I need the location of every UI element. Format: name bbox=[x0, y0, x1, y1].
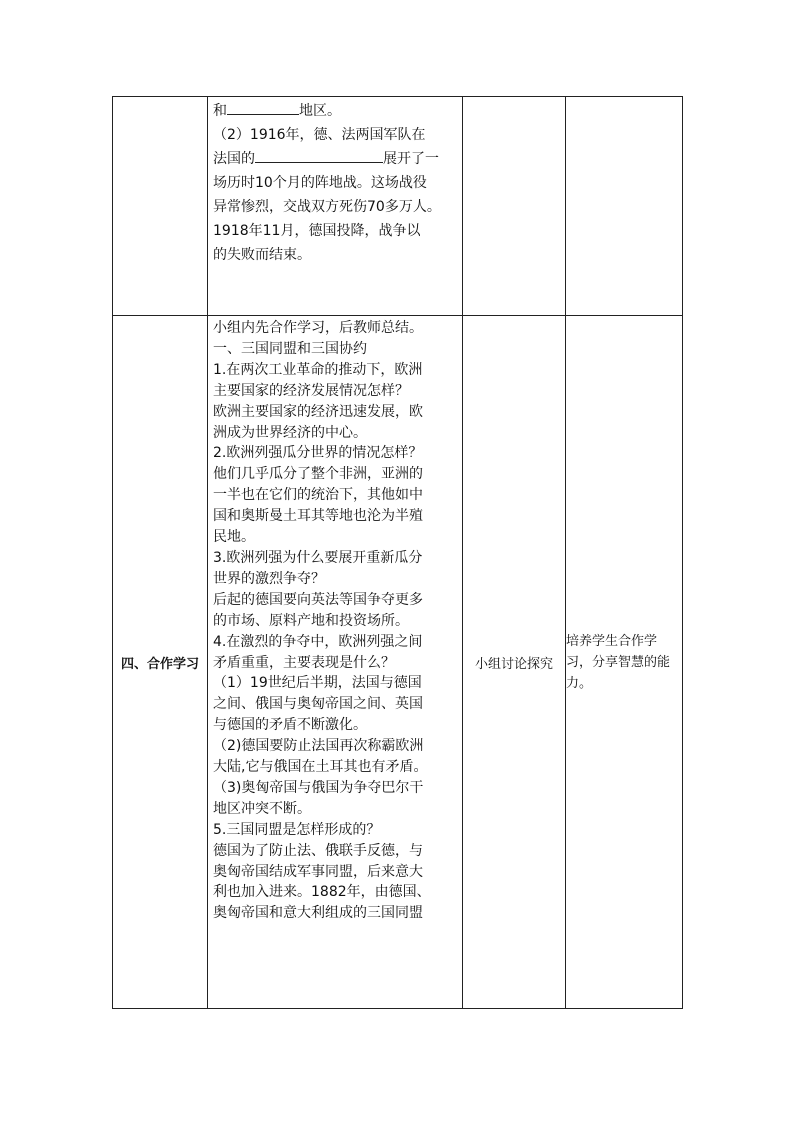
stage-cell-empty bbox=[113, 97, 208, 316]
content-line: 世界的激烈争夺？ bbox=[213, 570, 325, 587]
content-line: 法国的 展开了一 bbox=[213, 147, 458, 171]
content-line: 大陆,它与俄国在土耳其也有矛盾。 bbox=[213, 759, 428, 776]
content-line: （2）1916年，德、法两国军队在 bbox=[213, 127, 426, 143]
content-line: 与德国的矛盾不断激化。 bbox=[213, 717, 367, 734]
content-line: 他们几乎瓜分了整个非洲，亚洲的 bbox=[213, 466, 423, 483]
method-cell-empty bbox=[463, 97, 566, 316]
content-line: 异常惨烈，交战双方死伤70多万人。 bbox=[213, 199, 441, 215]
content-line: 德国为了防止法、俄联手反德，与 bbox=[213, 842, 423, 859]
stage-label: 四、合作学习 bbox=[113, 316, 208, 1009]
content-line: （2)德国要防止法国再次称霸欧洲 bbox=[213, 738, 424, 755]
design-intent: 培养学生合作学习，分享智慧的能力。 bbox=[566, 316, 683, 1009]
content-line: 小组内先合作学习，后教师总结。 bbox=[213, 320, 423, 336]
goal-cell-empty bbox=[566, 97, 683, 316]
content-line: 地区冲突不断。 bbox=[213, 800, 311, 817]
lesson-plan-table bbox=[112, 96, 683, 1009]
content-line: 一、三国同盟和三国协约 bbox=[213, 340, 367, 357]
content-line: 的失败而结束。 bbox=[213, 247, 311, 263]
content-line: 民地。 bbox=[213, 529, 255, 546]
table-row bbox=[113, 97, 683, 316]
content-line: 洲成为世界经济的中心。 bbox=[213, 424, 367, 441]
content-cell bbox=[208, 316, 463, 1009]
teaching-method: 小组讨论探究 bbox=[463, 316, 566, 1009]
content-line: 利也加入进来。1882年，由德国、 bbox=[213, 884, 431, 901]
content-cell bbox=[208, 97, 463, 316]
content-line: 1918年11月，德国投降，战争以 bbox=[213, 223, 421, 239]
content-line: 5.三国同盟是怎样形成的？ bbox=[213, 821, 381, 838]
content-lines bbox=[208, 316, 462, 924]
table-row bbox=[113, 316, 683, 1009]
content-line: 和 地区。 bbox=[213, 99, 458, 123]
content-line: 1.在两次工业革命的推动下，欧洲 bbox=[213, 361, 423, 378]
fill-blank bbox=[255, 148, 383, 163]
content-line: 4.在激烈的争夺中，欧洲列强之间 bbox=[213, 633, 423, 650]
content-line: 欧洲主要国家的经济迅速发展，欧 bbox=[213, 403, 423, 420]
content-line: 奥匈帝国和意大利组成的三国同盟 bbox=[213, 905, 423, 922]
fill-blank bbox=[227, 100, 299, 115]
content-line: 一半也在它们的统治下，其他如中 bbox=[213, 487, 423, 504]
content-line: （1）19世纪后半期，法国与德国 bbox=[213, 675, 422, 692]
content-line: 2.欧洲列强瓜分世界的情况怎样？ bbox=[213, 445, 423, 462]
content-line: 的市场、原料产地和投资场所。 bbox=[213, 612, 409, 629]
content-line: 国和奥斯曼土耳其等地也沦为半殖 bbox=[213, 508, 423, 525]
content-line: （3)奥匈帝国与俄国为争夺巴尔干 bbox=[213, 779, 424, 796]
content-line: 主要国家的经济发展情况怎样？ bbox=[213, 382, 409, 399]
content-line: 奥匈帝国结成军事同盟，后来意大 bbox=[213, 863, 423, 880]
content-line: 之间、俄国与奥匈帝国之间、英国 bbox=[213, 696, 423, 713]
content-line: 后起的德国要向英法等国争夺更多 bbox=[213, 591, 423, 608]
content-line: 3.欧洲列强为什么要展开重新瓜分 bbox=[213, 549, 423, 566]
content-line: 场历时10个月的阵地战。这场战役 bbox=[213, 175, 427, 191]
content-line: 矛盾重重，主要表现是什么？ bbox=[213, 654, 395, 671]
